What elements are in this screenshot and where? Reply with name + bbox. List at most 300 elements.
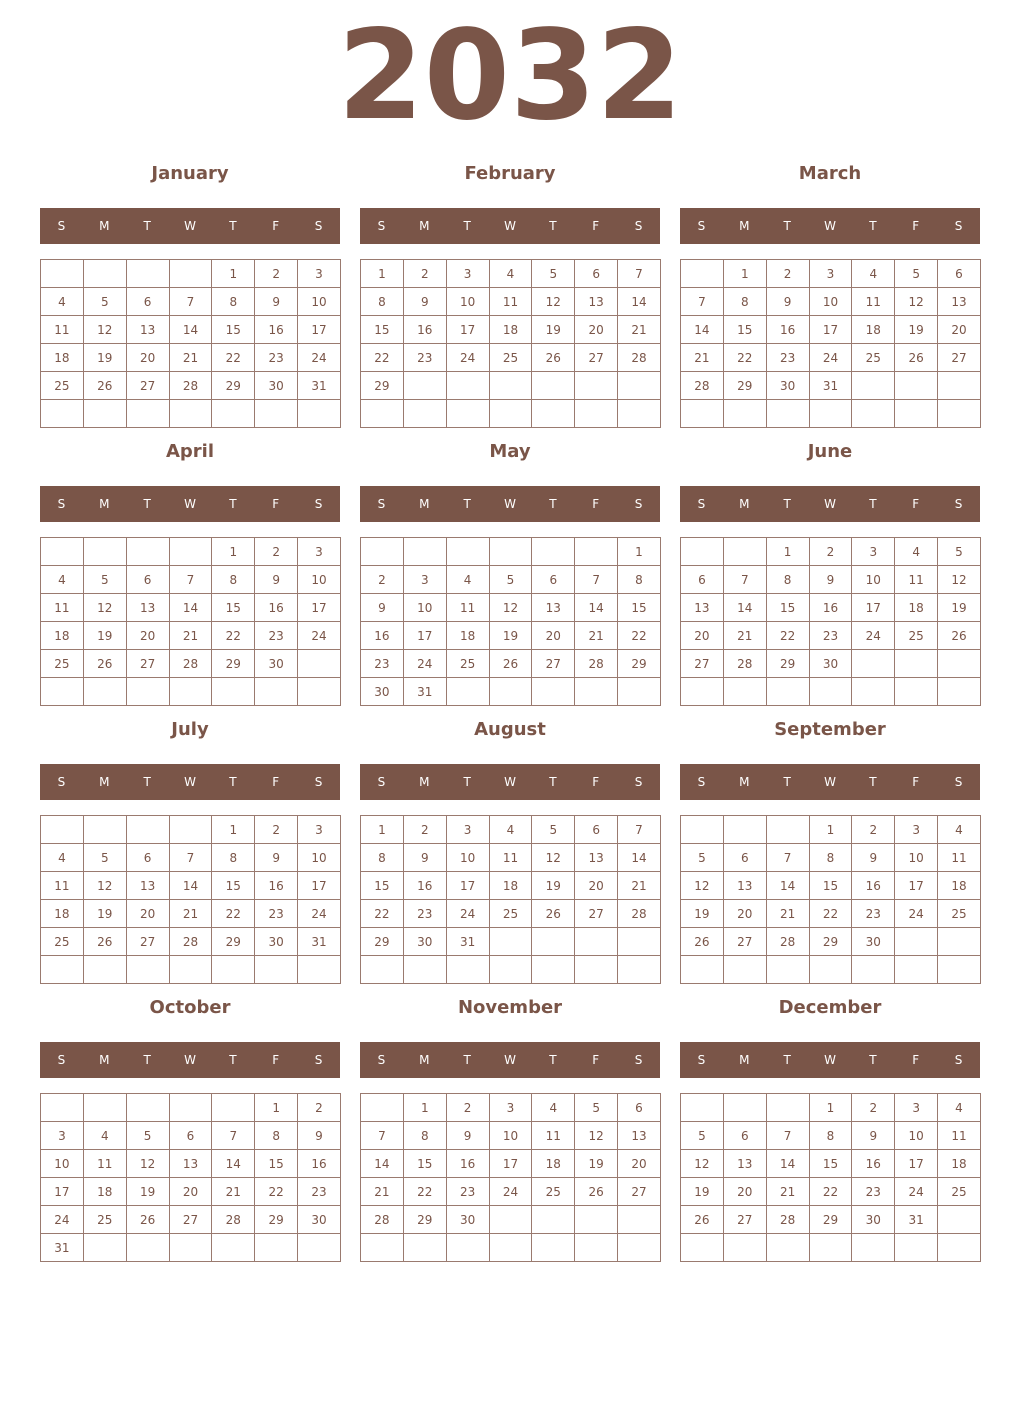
day-cell: 22 — [212, 622, 255, 650]
week-row — [41, 650, 341, 678]
day-cell: 14 — [361, 1150, 404, 1178]
day-cell: 28 — [169, 650, 212, 678]
day-cell — [681, 956, 724, 984]
day-cell: 31 — [895, 1206, 938, 1234]
day-cell: 21 — [169, 900, 212, 928]
week-row — [361, 316, 661, 344]
day-cell: 31 — [446, 928, 489, 956]
day-cell: 18 — [895, 594, 938, 622]
day-cell: 7 — [575, 566, 618, 594]
day-cell: 18 — [532, 1150, 575, 1178]
day-cell: 22 — [361, 900, 404, 928]
month-title: May — [489, 441, 531, 462]
day-cell — [618, 1206, 661, 1234]
weekday-label: T — [463, 775, 471, 789]
day-cell — [41, 400, 84, 428]
week-row — [361, 288, 661, 316]
day-cell: 29 — [212, 650, 255, 678]
weekday-header — [40, 486, 340, 522]
day-cell: 26 — [532, 900, 575, 928]
day-cell: 17 — [446, 872, 489, 900]
day-cell: 3 — [895, 816, 938, 844]
day-cell: 11 — [938, 844, 981, 872]
week-row — [681, 1122, 981, 1150]
day-cell — [446, 1234, 489, 1262]
day-cell: 21 — [361, 1178, 404, 1206]
day-grid — [40, 1093, 341, 1262]
day-cell: 5 — [575, 1094, 618, 1122]
week-row — [681, 344, 981, 372]
day-cell: 23 — [852, 1178, 895, 1206]
day-cell: 16 — [852, 872, 895, 900]
day-cell — [403, 1234, 446, 1262]
day-cell — [489, 372, 532, 400]
day-cell: 29 — [361, 372, 404, 400]
weekday-label: F — [592, 219, 600, 233]
weekday-label: S — [377, 219, 386, 233]
day-cell: 31 — [41, 1234, 84, 1262]
day-cell: 18 — [41, 344, 84, 372]
day-cell: 12 — [681, 1150, 724, 1178]
day-cell: 6 — [126, 288, 169, 316]
weekday-label: T — [869, 1053, 877, 1067]
day-cell: 16 — [809, 594, 852, 622]
day-cell: 30 — [852, 928, 895, 956]
day-cell: 23 — [766, 344, 809, 372]
day-cell: 22 — [403, 1178, 446, 1206]
month-title: November — [457, 997, 563, 1018]
week-row — [41, 344, 341, 372]
day-cell: 4 — [532, 1094, 575, 1122]
day-cell — [532, 1234, 575, 1262]
weekday-label: M — [99, 1053, 110, 1067]
day-cell: 23 — [446, 1178, 489, 1206]
day-cell: 28 — [766, 928, 809, 956]
day-cell — [169, 678, 212, 706]
day-cell: 19 — [532, 872, 575, 900]
day-cell: 10 — [403, 594, 446, 622]
week-row — [681, 844, 981, 872]
day-cell: 12 — [489, 594, 532, 622]
day-cell — [766, 1094, 809, 1122]
day-cell — [575, 538, 618, 566]
day-cell: 7 — [169, 566, 212, 594]
week-row — [41, 538, 341, 566]
day-cell: 5 — [681, 1122, 724, 1150]
day-cell — [361, 400, 404, 428]
day-cell: 30 — [255, 928, 298, 956]
weekday-label: S — [377, 497, 386, 511]
weekday-label: W — [824, 497, 836, 511]
day-cell: 9 — [809, 566, 852, 594]
day-cell: 15 — [255, 1150, 298, 1178]
day-cell: 4 — [489, 816, 532, 844]
day-cell — [83, 538, 126, 566]
day-cell: 18 — [41, 900, 84, 928]
weekday-label: W — [184, 219, 196, 233]
day-cell: 19 — [532, 316, 575, 344]
day-cell — [41, 956, 84, 984]
day-cell: 6 — [681, 566, 724, 594]
week-row — [361, 1206, 661, 1234]
day-cell: 8 — [212, 566, 255, 594]
day-cell: 18 — [83, 1178, 126, 1206]
day-cell: 24 — [403, 650, 446, 678]
day-cell: 13 — [618, 1122, 661, 1150]
day-cell — [766, 400, 809, 428]
day-cell: 4 — [41, 844, 84, 872]
day-cell — [575, 928, 618, 956]
week-row — [41, 678, 341, 706]
weekday-header — [680, 764, 980, 800]
day-cell: 12 — [83, 594, 126, 622]
day-cell — [852, 678, 895, 706]
day-cell: 11 — [532, 1122, 575, 1150]
day-cell: 11 — [489, 844, 532, 872]
day-cell: 5 — [681, 844, 724, 872]
day-cell: 2 — [361, 566, 404, 594]
day-cell — [723, 956, 766, 984]
day-cell — [766, 1234, 809, 1262]
month-title: February — [464, 163, 556, 184]
day-cell: 15 — [618, 594, 661, 622]
day-cell — [532, 538, 575, 566]
day-cell: 10 — [298, 288, 341, 316]
weekday-label: T — [143, 219, 151, 233]
day-cell: 9 — [255, 288, 298, 316]
day-cell: 30 — [255, 372, 298, 400]
week-row — [41, 260, 341, 288]
day-cell: 10 — [298, 844, 341, 872]
month-title: October — [149, 997, 231, 1018]
week-row — [681, 1234, 981, 1262]
day-cell — [446, 400, 489, 428]
day-cell: 29 — [809, 1206, 852, 1234]
month-title: September — [774, 719, 886, 740]
day-cell: 11 — [41, 316, 84, 344]
day-cell: 28 — [618, 344, 661, 372]
day-cell: 2 — [403, 816, 446, 844]
day-cell: 12 — [126, 1150, 169, 1178]
day-cell — [532, 928, 575, 956]
day-cell: 4 — [489, 260, 532, 288]
day-cell: 26 — [83, 650, 126, 678]
day-cell: 17 — [809, 316, 852, 344]
day-cell: 15 — [809, 872, 852, 900]
week-row — [361, 1150, 661, 1178]
week-row — [41, 372, 341, 400]
day-cell: 18 — [446, 622, 489, 650]
day-cell: 8 — [212, 844, 255, 872]
day-cell — [403, 956, 446, 984]
day-cell: 29 — [403, 1206, 446, 1234]
month-title: January — [151, 163, 229, 184]
weekday-label: T — [143, 497, 151, 511]
day-cell — [809, 1234, 852, 1262]
day-cell: 20 — [681, 622, 724, 650]
day-cell: 5 — [489, 566, 532, 594]
day-cell: 1 — [766, 538, 809, 566]
day-cell — [681, 678, 724, 706]
week-row — [681, 872, 981, 900]
day-cell — [766, 956, 809, 984]
day-cell: 22 — [212, 344, 255, 372]
day-cell — [681, 400, 724, 428]
weekday-label: F — [912, 775, 920, 789]
day-cell: 8 — [361, 844, 404, 872]
week-row — [41, 844, 341, 872]
day-cell: 23 — [361, 650, 404, 678]
day-cell — [938, 956, 981, 984]
day-cell — [446, 956, 489, 984]
week-row — [41, 566, 341, 594]
day-cell: 7 — [361, 1122, 404, 1150]
weekday-label: T — [463, 219, 471, 233]
day-cell: 23 — [255, 900, 298, 928]
day-cell: 9 — [766, 288, 809, 316]
day-cell — [895, 372, 938, 400]
day-cell — [852, 400, 895, 428]
day-cell: 17 — [446, 316, 489, 344]
day-cell: 29 — [255, 1206, 298, 1234]
day-cell: 13 — [575, 288, 618, 316]
day-cell — [298, 678, 341, 706]
day-cell: 12 — [83, 316, 126, 344]
day-cell: 25 — [41, 650, 84, 678]
day-cell: 16 — [403, 316, 446, 344]
day-cell: 6 — [126, 566, 169, 594]
weekday-label: M — [739, 219, 750, 233]
weekday-label: F — [592, 497, 600, 511]
day-cell — [403, 372, 446, 400]
day-cell — [361, 538, 404, 566]
weekday-label: W — [184, 1053, 196, 1067]
day-cell: 17 — [298, 872, 341, 900]
day-cell: 24 — [298, 344, 341, 372]
day-cell: 31 — [298, 372, 341, 400]
weekday-label: M — [99, 219, 110, 233]
day-cell — [618, 400, 661, 428]
week-row — [681, 956, 981, 984]
day-cell: 27 — [723, 928, 766, 956]
day-cell: 12 — [532, 288, 575, 316]
day-cell: 14 — [723, 594, 766, 622]
day-cell — [41, 538, 84, 566]
day-cell: 14 — [169, 316, 212, 344]
week-row — [41, 816, 341, 844]
day-cell: 16 — [766, 316, 809, 344]
year-title: 2032 — [337, 4, 683, 148]
day-cell: 9 — [852, 1122, 895, 1150]
day-cell: 29 — [809, 928, 852, 956]
weekday-header — [360, 1042, 660, 1078]
day-cell — [895, 400, 938, 428]
month-title: December — [778, 997, 882, 1018]
day-cell: 20 — [723, 1178, 766, 1206]
weekday-label: F — [272, 497, 280, 511]
day-cell: 28 — [169, 372, 212, 400]
day-cell — [298, 956, 341, 984]
day-cell — [852, 650, 895, 678]
day-cell: 19 — [895, 316, 938, 344]
day-cell: 2 — [852, 816, 895, 844]
day-cell: 29 — [766, 650, 809, 678]
day-cell: 24 — [446, 900, 489, 928]
day-cell — [489, 1206, 532, 1234]
day-cell — [895, 678, 938, 706]
day-cell — [723, 1094, 766, 1122]
day-cell: 25 — [895, 622, 938, 650]
day-cell: 25 — [489, 344, 532, 372]
day-cell: 27 — [126, 650, 169, 678]
weekday-label: S — [57, 775, 66, 789]
day-cell — [83, 1234, 126, 1262]
day-cell: 30 — [852, 1206, 895, 1234]
day-cell: 15 — [212, 316, 255, 344]
day-cell: 10 — [895, 1122, 938, 1150]
week-row — [681, 650, 981, 678]
day-cell — [532, 372, 575, 400]
day-cell: 17 — [489, 1150, 532, 1178]
day-cell: 7 — [766, 1122, 809, 1150]
day-cell: 26 — [83, 928, 126, 956]
day-cell — [938, 1234, 981, 1262]
day-cell: 23 — [298, 1178, 341, 1206]
day-cell — [403, 538, 446, 566]
day-cell: 26 — [532, 344, 575, 372]
day-cell: 27 — [169, 1206, 212, 1234]
day-cell: 2 — [403, 260, 446, 288]
week-row — [361, 1122, 661, 1150]
day-cell: 26 — [681, 1206, 724, 1234]
weekday-label: W — [824, 1053, 836, 1067]
day-cell: 17 — [852, 594, 895, 622]
day-cell: 16 — [446, 1150, 489, 1178]
day-cell: 20 — [938, 316, 981, 344]
day-grid — [680, 1093, 981, 1262]
day-cell: 19 — [575, 1150, 618, 1178]
day-cell: 23 — [809, 622, 852, 650]
day-cell: 28 — [361, 1206, 404, 1234]
day-cell: 20 — [618, 1150, 661, 1178]
day-grid — [40, 259, 341, 428]
weekday-label: S — [954, 775, 963, 789]
day-cell: 3 — [489, 1094, 532, 1122]
day-cell — [575, 1206, 618, 1234]
day-cell — [169, 260, 212, 288]
day-cell — [809, 956, 852, 984]
day-cell: 10 — [446, 288, 489, 316]
weekday-label: T — [783, 219, 791, 233]
day-cell — [895, 928, 938, 956]
day-cell: 19 — [83, 900, 126, 928]
weekday-label: S — [697, 1053, 706, 1067]
week-row — [681, 1150, 981, 1178]
day-cell — [41, 678, 84, 706]
day-cell — [532, 956, 575, 984]
day-cell: 21 — [212, 1178, 255, 1206]
day-cell — [255, 956, 298, 984]
day-cell — [766, 678, 809, 706]
day-cell: 13 — [126, 316, 169, 344]
day-cell: 3 — [446, 816, 489, 844]
weekday-header — [360, 764, 660, 800]
day-cell — [489, 928, 532, 956]
day-cell: 3 — [298, 260, 341, 288]
day-cell: 4 — [83, 1122, 126, 1150]
day-cell: 15 — [361, 872, 404, 900]
weekday-label: W — [504, 497, 516, 511]
day-cell: 13 — [126, 594, 169, 622]
day-grid — [680, 537, 981, 706]
day-cell: 13 — [532, 594, 575, 622]
day-cell: 14 — [169, 594, 212, 622]
day-cell: 3 — [298, 538, 341, 566]
day-cell: 17 — [895, 1150, 938, 1178]
day-cell: 8 — [809, 1122, 852, 1150]
day-cell — [169, 1234, 212, 1262]
day-cell — [446, 678, 489, 706]
day-cell — [446, 372, 489, 400]
day-cell — [938, 650, 981, 678]
day-cell: 13 — [575, 844, 618, 872]
day-cell: 6 — [169, 1122, 212, 1150]
day-cell: 20 — [532, 622, 575, 650]
day-cell — [83, 260, 126, 288]
day-cell — [618, 678, 661, 706]
day-cell: 4 — [41, 566, 84, 594]
weekday-label: T — [229, 1053, 237, 1067]
day-cell: 16 — [361, 622, 404, 650]
day-cell: 24 — [298, 900, 341, 928]
weekday-header — [680, 1042, 980, 1078]
weekday-label: T — [549, 219, 557, 233]
day-cell: 21 — [681, 344, 724, 372]
week-row — [681, 538, 981, 566]
day-cell: 1 — [361, 816, 404, 844]
week-row — [361, 594, 661, 622]
weekday-label: S — [57, 1053, 66, 1067]
day-cell: 25 — [852, 344, 895, 372]
week-row — [41, 1150, 341, 1178]
weekday-label: W — [184, 775, 196, 789]
day-cell: 10 — [852, 566, 895, 594]
day-cell: 2 — [255, 538, 298, 566]
day-cell: 25 — [446, 650, 489, 678]
weekday-label: W — [824, 219, 836, 233]
day-cell — [852, 956, 895, 984]
day-cell — [489, 400, 532, 428]
weekday-label: M — [739, 775, 750, 789]
day-cell: 24 — [895, 1178, 938, 1206]
day-cell — [126, 678, 169, 706]
week-row — [681, 400, 981, 428]
day-cell: 20 — [575, 316, 618, 344]
day-cell: 3 — [809, 260, 852, 288]
day-cell: 20 — [126, 622, 169, 650]
day-cell: 20 — [723, 900, 766, 928]
day-cell: 21 — [169, 622, 212, 650]
day-cell: 4 — [41, 288, 84, 316]
day-cell: 25 — [938, 900, 981, 928]
weekday-label: M — [739, 1053, 750, 1067]
day-cell: 30 — [255, 650, 298, 678]
day-cell: 5 — [938, 538, 981, 566]
day-cell: 14 — [169, 872, 212, 900]
weekday-label: F — [912, 497, 920, 511]
day-cell — [681, 1094, 724, 1122]
weekday-header — [40, 208, 340, 244]
